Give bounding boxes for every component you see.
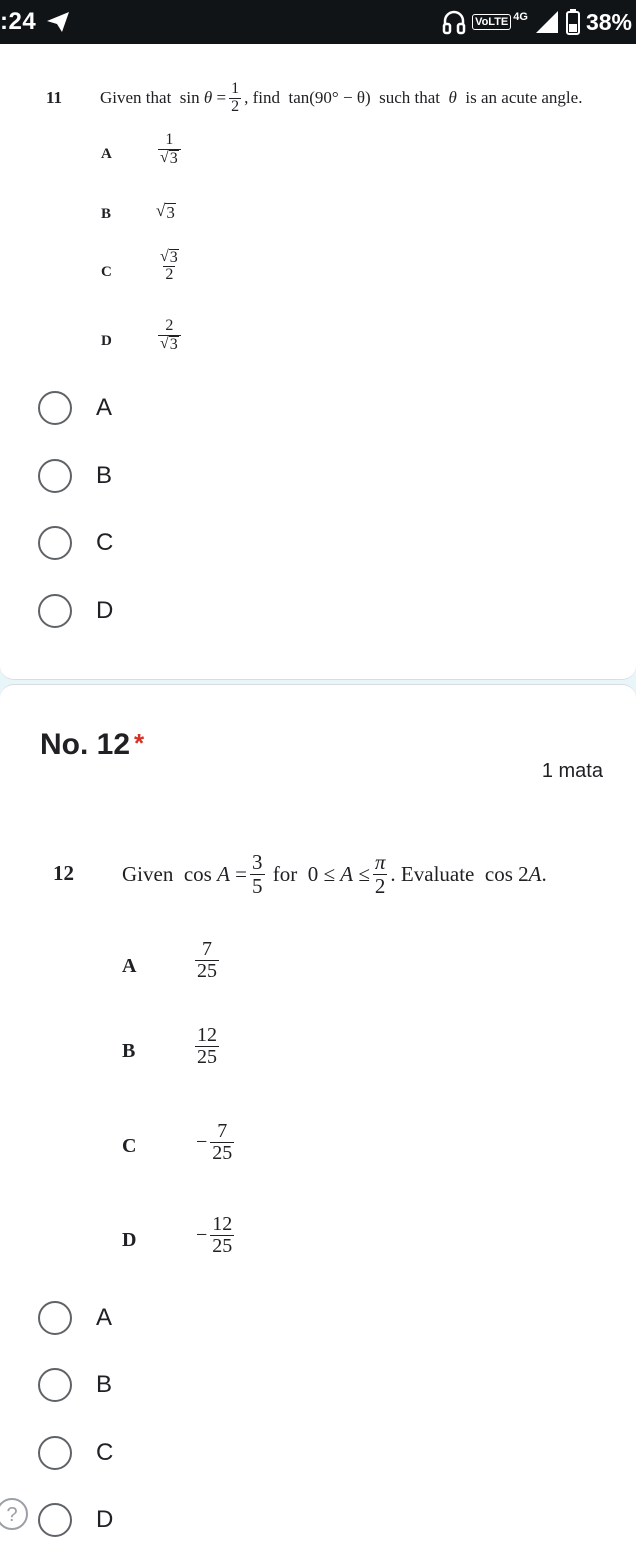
fraction (158, 249, 181, 284)
radio-option-a[interactable] (38, 1298, 112, 1338)
radio-label: C (96, 1439, 114, 1466)
option-letter-c: C (122, 1135, 137, 1157)
option-value-c (196, 1121, 237, 1164)
option-value-a (155, 132, 184, 167)
volte-icon: VoLTE (472, 14, 511, 30)
denominator: √ 3 (158, 335, 181, 353)
denominator: 2 (374, 873, 386, 898)
denominator: 25 (212, 1235, 233, 1257)
cos2a-label: cos 2 (484, 861, 529, 886)
fraction (158, 318, 181, 353)
numerator: 12 (212, 1213, 233, 1235)
question-title (40, 728, 144, 762)
option-letter-a: A (101, 146, 112, 162)
numerator: 7 (202, 938, 212, 960)
radio-label: B (96, 1371, 113, 1398)
denominator: 25 (212, 1142, 233, 1164)
period: . (541, 861, 547, 886)
cos-label: cos (183, 861, 212, 886)
text-given: Given (122, 861, 174, 886)
fraction (195, 1025, 219, 1068)
sin-label: sin (179, 88, 200, 107)
telegram-send-icon (46, 11, 70, 33)
radio-option-b[interactable] (38, 1365, 112, 1405)
option-value-a (192, 939, 222, 982)
radio-label: A (96, 1304, 113, 1331)
battery-percent: 38% (585, 8, 632, 35)
card-bottom-edge (0, 640, 636, 680)
option-letter-a: A (122, 955, 137, 977)
radio-circle[interactable] (38, 1368, 72, 1402)
text-such-that: such that (379, 88, 441, 107)
radio-label: D (96, 597, 114, 624)
status-time: :24 (0, 8, 37, 35)
option-value-b: √ 3 (156, 201, 175, 222)
question-points: 1 mata (541, 760, 603, 782)
fraction-one-half (229, 81, 241, 116)
theta: θ (448, 88, 457, 107)
radio-option-b[interactable] (38, 456, 112, 496)
fraction-three-fifths (250, 851, 265, 896)
theta: θ (203, 88, 213, 107)
question-number: 12 (53, 861, 74, 885)
radio-circle[interactable] (38, 459, 72, 493)
numerator: π (374, 850, 386, 875)
denominator: 2 (165, 266, 174, 283)
numerator: √ 3 (160, 248, 178, 266)
radio-circle[interactable] (38, 391, 72, 425)
numerator: 7 (217, 1120, 228, 1142)
fraction (158, 132, 181, 167)
denominator: √ 3 (158, 149, 181, 167)
option-letter-d: D (101, 333, 112, 349)
text-evaluate: . Evaluate (390, 861, 475, 886)
option-value-d (155, 318, 184, 353)
battery-icon (566, 9, 580, 35)
network-type: 4G (513, 11, 528, 23)
sign: − (196, 1224, 208, 1246)
le: ≤ (358, 861, 370, 886)
radio-circle[interactable] (38, 1301, 72, 1335)
radicand: 3 (169, 149, 178, 167)
denominator: 25 (197, 960, 217, 982)
radicand: 3 (169, 335, 178, 353)
fraction-pi-half (373, 851, 388, 896)
radio-label: D (96, 1506, 114, 1533)
radio-circle[interactable] (38, 526, 72, 560)
text-acute: is an acute angle. (465, 88, 583, 107)
variable-a: A (528, 861, 542, 886)
text-given: Given that (100, 88, 172, 107)
numerator: 1 (165, 131, 174, 148)
radio-option-a[interactable] (38, 388, 112, 428)
headset-icon (442, 9, 466, 35)
option-value-c (155, 249, 184, 284)
radio-option-c[interactable] (38, 1433, 113, 1473)
option-letter-c: C (101, 264, 112, 280)
radio-label: B (96, 462, 113, 489)
question-number: 11 (46, 88, 63, 107)
option-letter-b: B (101, 206, 112, 222)
fraction (195, 939, 219, 982)
denominator: 2 (231, 97, 240, 115)
numerator: 1 (231, 79, 240, 97)
signal-icon (534, 10, 560, 34)
radio-option-d[interactable] (38, 1500, 113, 1540)
radio-option-d[interactable] (38, 591, 113, 631)
variable-a: A (340, 861, 354, 886)
denominator: 25 (197, 1046, 217, 1068)
radio-label: A (96, 394, 113, 421)
status-bar (0, 0, 636, 44)
denominator: 5 (252, 873, 263, 898)
radio-circle[interactable] (38, 1436, 72, 1470)
text-for: for (272, 861, 298, 886)
radio-circle[interactable] (38, 1503, 72, 1537)
radio-circle[interactable] (38, 594, 72, 628)
radio-option-c[interactable] (38, 523, 113, 563)
fraction (210, 1121, 234, 1164)
equals: = (216, 88, 227, 107)
numerator: 3 (252, 850, 263, 875)
radicand: 3 (169, 249, 178, 266)
option-value-d (196, 1214, 237, 1257)
zero-le: 0 ≤ (307, 861, 336, 886)
tan-label: tan (288, 88, 310, 107)
option-letter-b: B (122, 1040, 136, 1062)
help-circle-icon[interactable] (0, 1497, 30, 1531)
radio-label: C (96, 529, 114, 556)
option-letter-d: D (122, 1229, 137, 1251)
status-icons (442, 7, 632, 37)
question-text (100, 78, 582, 118)
fraction (210, 1214, 234, 1257)
required-asterisk: * (134, 728, 145, 758)
sign: − (196, 1131, 208, 1153)
numerator: 12 (197, 1024, 217, 1046)
radicand: 3 (166, 203, 175, 222)
tan-argument: (90° − θ) (309, 88, 371, 107)
text-find: , find (244, 88, 280, 107)
variable-a: A (217, 861, 230, 886)
numerator: 2 (165, 317, 174, 334)
question-text: Given cos A = $\frac{3}{5}$ for 0 ≤ A ≤ $\frac{\pi}{2}$ . Evaluate cos 2 A . (122, 850, 547, 898)
question-title-text: No. 12 (40, 728, 131, 761)
card-top-edge (0, 684, 636, 724)
svg-text:?: ? (6, 1504, 18, 1526)
option-value-b (192, 1025, 222, 1068)
